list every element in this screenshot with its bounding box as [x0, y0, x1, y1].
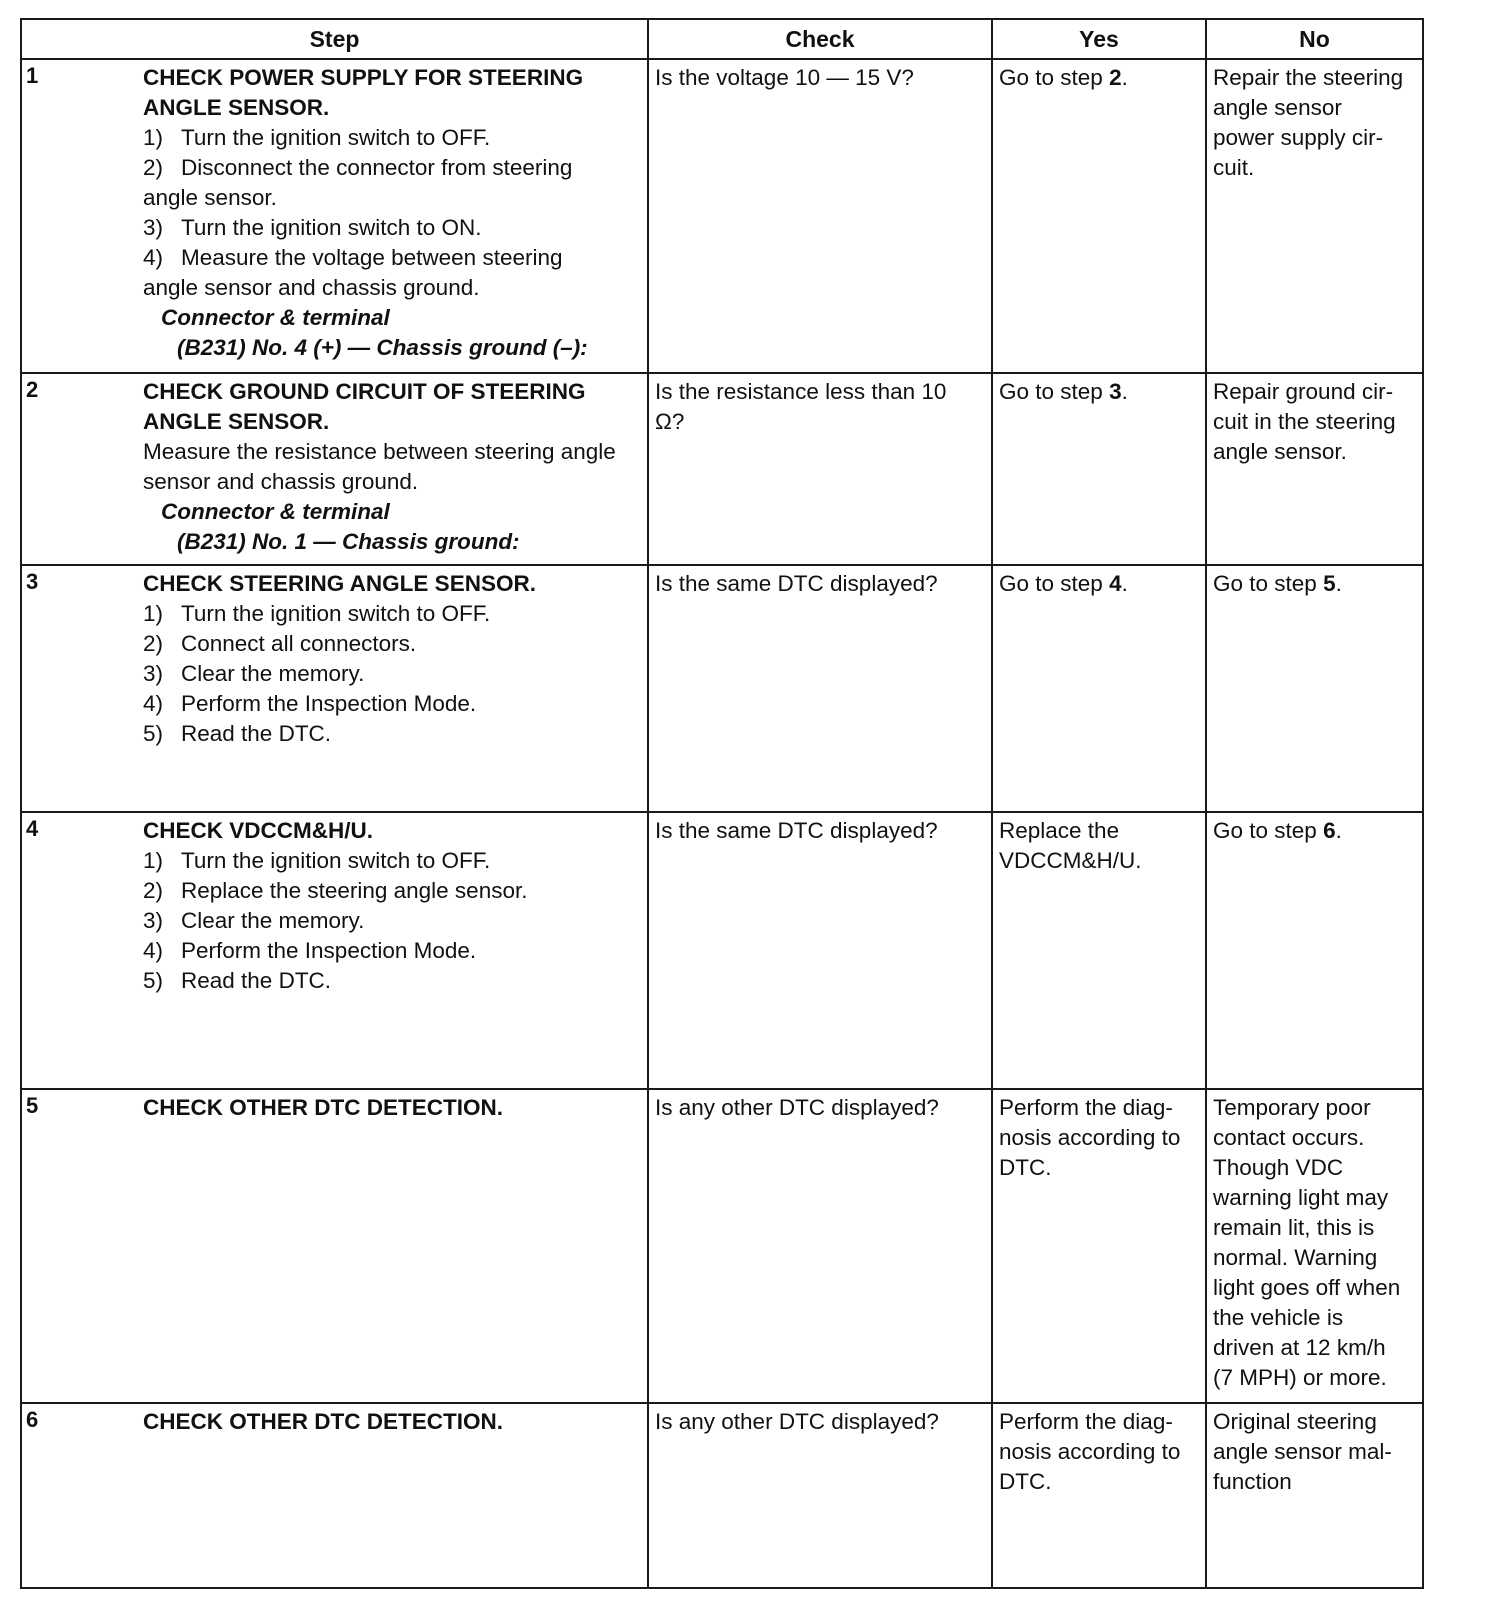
step-instruction — [143, 153, 641, 183]
check-text: Is any other DTC displayed? — [655, 1094, 939, 1120]
go-to-text: Go to step — [1213, 571, 1324, 597]
table-row — [21, 565, 1423, 812]
step-number: 6 — [26, 1406, 39, 1432]
step-ref: 3 — [1109, 379, 1122, 405]
no-text: Though VDC — [1213, 1154, 1344, 1180]
yes-text: DTC. — [999, 1468, 1052, 1494]
no-text: Temporary poor — [1213, 1094, 1371, 1120]
no-text: contact occurs. — [1213, 1124, 1365, 1150]
step-title: CHECK GROUND CIRCUIT OF STEERING — [143, 379, 586, 405]
step-cell — [21, 812, 648, 1089]
check-text: Is the resistance less than 10 — [655, 379, 947, 405]
step-title: CHECK OTHER DTC DETECTION. — [143, 1408, 503, 1434]
step-cell — [21, 373, 648, 565]
instruction-text: Connect all connectors. — [181, 631, 417, 657]
instruction-text: Turn the ignition switch to OFF. — [181, 125, 491, 150]
no-text: light goes off when — [1213, 1274, 1401, 1300]
yes-text — [999, 569, 1199, 599]
instruction-number: 4) — [143, 691, 164, 717]
no-cell — [1206, 59, 1423, 373]
step-ref: 2 — [1109, 65, 1122, 90]
header-step: Step — [21, 19, 648, 59]
step-title: CHECK STEERING ANGLE SENSOR. — [143, 571, 536, 597]
step-body — [143, 1090, 647, 1127]
instruction-text: Clear the memory. — [181, 661, 365, 687]
table-row — [21, 59, 1423, 373]
no-text: remain lit, this is — [1213, 1214, 1375, 1240]
step-cell — [21, 1089, 648, 1403]
instruction-text: Clear the memory. — [181, 908, 365, 934]
step-cell — [21, 1403, 648, 1588]
spec-line: Connector & terminal — [161, 305, 390, 330]
no-text: the vehicle is — [1213, 1304, 1344, 1330]
instruction-text: Perform the Inspection Mode. — [181, 691, 477, 717]
step-ref: 6 — [1323, 818, 1336, 844]
yes-cell — [992, 1403, 1206, 1588]
instruction-text: Disconnect the connector from steering — [181, 155, 573, 180]
step-title: CHECK POWER SUPPLY FOR STEERING — [143, 65, 584, 90]
no-cell — [1206, 373, 1423, 565]
no-text: power supply cir- — [1213, 125, 1384, 150]
yes-text: nosis according to — [999, 1438, 1181, 1464]
header-check: Check — [648, 19, 992, 59]
step-instruction — [143, 629, 641, 659]
instruction-text: Read the DTC. — [181, 968, 332, 994]
step-ref: 5 — [1323, 571, 1336, 597]
no-text: (7 MPH) or more. — [1213, 1364, 1387, 1390]
yes-text: Perform the diag- — [999, 1408, 1173, 1434]
go-to-text: Go to step — [999, 65, 1110, 90]
instruction-number: 2) — [143, 155, 164, 180]
step-title: ANGLE SENSOR. — [143, 409, 330, 435]
instruction-text: Turn the ignition switch to OFF. — [181, 848, 491, 874]
step-instruction — [143, 906, 641, 936]
no-text: angle sensor. — [1213, 439, 1347, 465]
step-instruction — [143, 467, 641, 497]
step-instruction — [143, 659, 641, 689]
step-instruction — [143, 936, 641, 966]
step-instruction — [143, 437, 641, 467]
yes-cell — [992, 812, 1206, 1089]
step-instruction — [143, 846, 641, 876]
instruction-text: Measure the voltage between steering — [181, 245, 563, 270]
step-title: ANGLE SENSOR. — [143, 95, 330, 120]
yes-text: Replace the — [999, 818, 1120, 844]
instruction-number: 1) — [143, 848, 164, 874]
check-text: Ω? — [655, 409, 685, 435]
yes-cell — [992, 373, 1206, 565]
header-no: No — [1206, 19, 1423, 59]
instruction-text: Perform the Inspection Mode. — [181, 938, 477, 964]
table-row — [21, 812, 1423, 1089]
step-instruction — [143, 966, 641, 996]
check-cell — [648, 1403, 992, 1588]
check-cell — [648, 59, 992, 373]
yes-text: Perform the diag- — [999, 1094, 1173, 1120]
check-text: Is any other DTC displayed? — [655, 1408, 939, 1434]
check-text: Is the voltage 10 — 15 V? — [655, 65, 914, 90]
no-text: cuit. — [1213, 155, 1255, 180]
no-text — [1213, 569, 1416, 599]
instruction-number: 2) — [143, 631, 164, 657]
no-text: function — [1213, 1468, 1292, 1494]
step-instruction — [143, 123, 641, 153]
instruction-number: 4) — [143, 245, 164, 270]
no-text: normal. Warning — [1213, 1244, 1378, 1270]
period: . — [1121, 379, 1128, 405]
yes-cell — [992, 59, 1206, 373]
yes-text: VDCCM&H/U. — [999, 848, 1142, 874]
step-instruction — [143, 876, 641, 906]
header-yes: Yes — [992, 19, 1206, 59]
step-instruction — [143, 599, 641, 629]
instruction-number: 1) — [143, 601, 164, 627]
no-text: warning light may — [1213, 1184, 1389, 1210]
period: . — [1121, 571, 1128, 597]
step-body — [143, 1404, 647, 1441]
instruction-text: Read the DTC. — [181, 721, 332, 747]
no-cell — [1206, 565, 1423, 812]
no-text: Repair ground cir- — [1213, 379, 1394, 405]
step-cell — [21, 59, 648, 373]
no-text: Repair the steering — [1213, 65, 1404, 90]
yes-cell — [992, 1089, 1206, 1403]
instruction-number: 5) — [143, 721, 164, 747]
no-text: angle sensor — [1213, 95, 1342, 120]
go-to-text: Go to step — [1213, 818, 1324, 844]
step-instruction — [143, 689, 641, 719]
step-instruction — [143, 183, 641, 213]
step-ref: 4 — [1109, 571, 1122, 597]
instruction-text: Turn the ignition switch to ON. — [181, 215, 482, 240]
go-to-text: Go to step — [999, 379, 1110, 405]
instruction-number: 5) — [143, 968, 164, 994]
step-cell — [21, 565, 648, 812]
period: . — [1335, 818, 1342, 844]
yes-text: DTC. — [999, 1154, 1052, 1180]
step-instruction — [143, 719, 641, 749]
instruction-number: 3) — [143, 215, 164, 240]
no-text: cuit in the steering — [1213, 409, 1396, 435]
table-row — [21, 373, 1423, 565]
yes-text: nosis according to — [999, 1124, 1181, 1150]
table-row — [21, 1089, 1423, 1403]
step-body — [143, 813, 647, 1000]
step-body — [143, 566, 647, 753]
yes-text — [999, 63, 1199, 93]
instruction-number: 4) — [143, 938, 164, 964]
step-number: 1 — [26, 63, 39, 88]
instruction-text: sensor and chassis ground. — [143, 469, 419, 495]
step-body — [143, 374, 647, 561]
no-cell — [1206, 1403, 1423, 1588]
no-text: angle sensor mal- — [1213, 1438, 1392, 1464]
step-number: 4 — [26, 816, 39, 842]
go-to-text: Go to step — [999, 571, 1110, 597]
step-body — [143, 60, 647, 367]
no-cell — [1206, 812, 1423, 1089]
step-instruction — [143, 273, 641, 303]
diagnostic-table — [20, 18, 1424, 1589]
instruction-text: Replace the steering angle sensor. — [181, 878, 528, 904]
table-row — [21, 1403, 1423, 1588]
spec-line: (B231) No. 1 — Chassis ground: — [177, 529, 520, 555]
step-title: CHECK VDCCM&H/U. — [143, 818, 373, 844]
instruction-number: 3) — [143, 908, 164, 934]
spec-line: (B231) No. 4 (+) — Chassis ground (–): — [177, 335, 588, 360]
no-cell — [1206, 1089, 1423, 1403]
no-text: driven at 12 km/h — [1213, 1334, 1386, 1360]
instruction-text: angle sensor. — [143, 185, 277, 210]
yes-text — [999, 377, 1199, 407]
step-instruction — [143, 243, 641, 273]
check-text: Is the same DTC displayed? — [655, 571, 938, 597]
check-cell — [648, 812, 992, 1089]
instruction-number: 3) — [143, 661, 164, 687]
instruction-text: angle sensor and chassis ground. — [143, 275, 480, 300]
step-number: 2 — [26, 377, 39, 403]
check-cell — [648, 565, 992, 812]
step-number: 5 — [26, 1092, 39, 1118]
no-text: Original steering — [1213, 1408, 1377, 1434]
step-number: 3 — [26, 569, 39, 595]
check-cell — [648, 1089, 992, 1403]
instruction-number: 2) — [143, 878, 164, 904]
header-row — [21, 19, 1423, 59]
instruction-number: 1) — [143, 125, 164, 150]
period: . — [1335, 571, 1342, 597]
yes-cell — [992, 565, 1206, 812]
no-text — [1213, 816, 1416, 846]
instruction-text: Measure the resistance between steering angle — [143, 439, 616, 465]
spec-line: Connector & terminal — [161, 499, 390, 525]
step-instruction — [143, 213, 641, 243]
instruction-text: Turn the ignition switch to OFF. — [181, 601, 491, 627]
check-text: Is the same DTC displayed? — [655, 818, 938, 844]
check-cell — [648, 373, 992, 565]
step-title: CHECK OTHER DTC DETECTION. — [143, 1094, 503, 1120]
period: . — [1121, 65, 1128, 90]
